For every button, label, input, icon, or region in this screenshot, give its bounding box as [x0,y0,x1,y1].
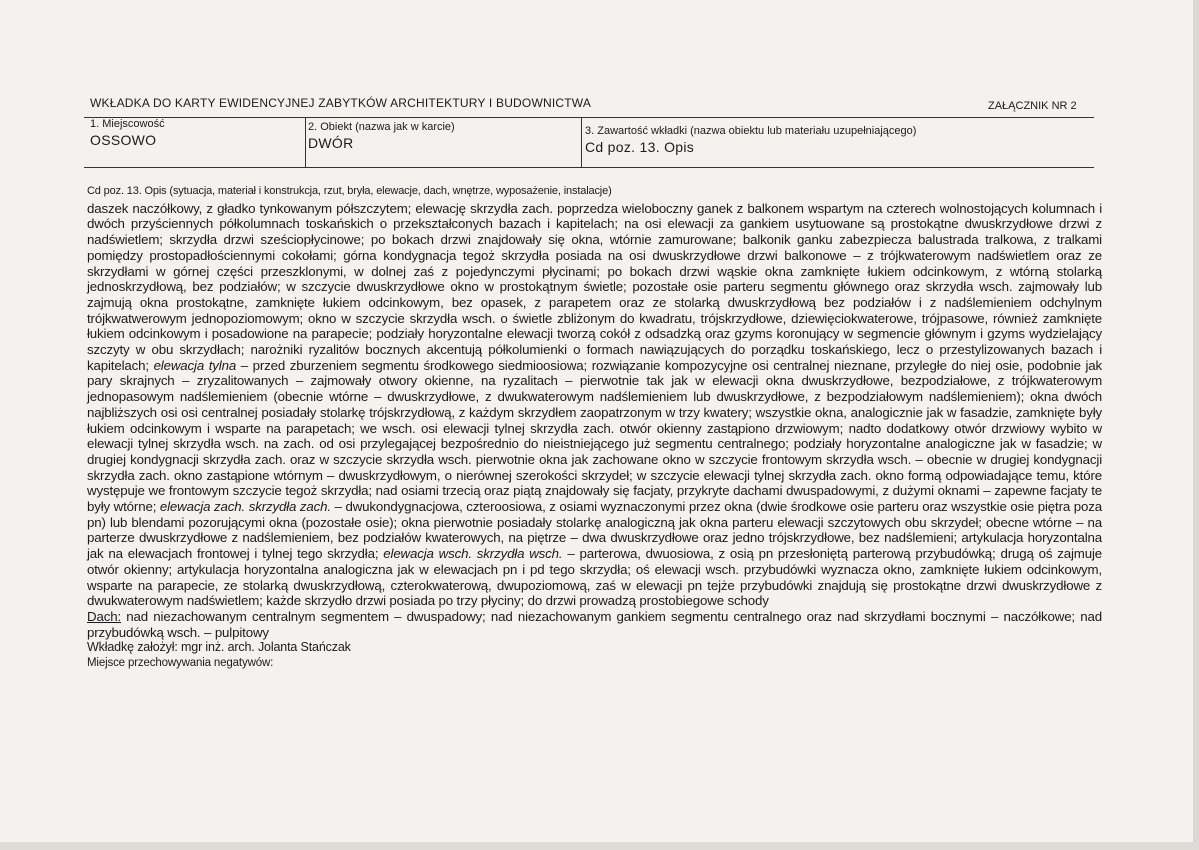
header-bottom-rule [84,167,1094,168]
east-elevation-label: elewacja wsch. skrzydła wsch. [383,546,563,562]
field-2-label: 2. Obiekt (nazwa jak w karcie) [308,121,455,133]
top-rule [84,117,1094,118]
field-3-value: Cd poz. 13. Opis [585,139,695,155]
description-paragraph [87,201,1102,609]
negatives-line: Miejsce przechowywania negatywów: [87,657,274,670]
roof-label: Dach: [87,608,121,624]
field-1-value: OSSOWO [90,132,157,148]
roof-text: nad niezachowanym centralnym segmentem – dwuspadowy; nad niezachowanym gankiem segmentu centralnego oraz nad skrzydłami bocznymi – naczółkowe; nad przybudówką wsch. – pulpitowy [87,608,1102,640]
description-text-1: daszek naczółkowy, z gładko tynkowanym półszczytem; elewację skrzydła zach. poprzedza wieloboczny ganek z balkonem wspartym na czterech wolnostojących kolumnach i dwóch przyściennych półkolumnach toskańskich o przekształconych bazach i kapitelach; na osi elewacji za gankiem usytuowane są prostokątne dwuskrzydłowe drzwi z nadświetlem; skrzydła drzwi sześciopłycinowe; po bokach drzwi znajdowały się okna, wtórnie zamurowane; balkonik ganku zabezpiecza balustrada tralkowa, z tralkami pomiędzy prostopadłościennymi cokołami; górna kondygnacja tegoż skrzydła posiada na osi dwuskrzydłowe drzwi balkonowe – z trójkwaterowym nadświetlem oraz ze skrzydłami w górnej części przeszklonymi, w dolnej zaś z pojedynczymi płycinami; po bokach drzwi wąskie okna zamknięte łukiem odcinkowym, z wtórną stolarką jednoskrzydłową, bez podziałów; w szczycie dwuskrzydłowe okno w prostokątnym świetle; pozostałe osie parteru segmentu głównego oraz skrzydła wsch. zajmowały lub zajmują okna prostokątne, zamknięte łukiem odcinkowym, bez opasek, z parapetem oraz ze stolarką dwuskrzydłową bez podziałów i z nadślemieniem odchylnym trójkwatwerowym jednopoziomowym; okno w szczycie skrzydła wsch. o świetle zbliżonym do kwadratu, trójskrzydłowe, dziewięciokwaterowe, trójpasowe, również zamknięte łukiem odcinkowym i posadowione na parapecie; podziały horyzontalne elewacji tworzą cokół z odsadzką oraz gzyms koronujący w segmencie głównym i gzyms wydzielający szczyty w obu skrzydłach; narożniki ryzalitów bocznych akcentują półkolumienki o formach nawiązujących do porządku toskańskiego, lecz o przestylizowanych bazach i kapitelach; [87,200,1102,373]
field-3-label: 3. Zawartość wkładki (nazwa obiektu lub materiału uzupełniającego) [585,125,917,137]
author-line: Wkładkę założył: mgr inż. arch. Jolanta Stańczak [87,640,351,655]
west-elevation-label: elewacja zach. skrzydła zach. [159,499,331,515]
document-title: WKŁADKA DO KARTY EWIDENCYJNEJ ZABYTKÓW ARCHITEKTURY I BUDOWNICTWA [90,96,592,110]
description-body [87,184,1102,672]
description-text-4: – parterowa, dwuosiowa, z osią pn przesłoniętą parterową przybudówką; drugą oś zajmuje otwór okienny; artykulacja horyzontalna analogiczna jak w elewacjach pn i pd tego skrzydła; oś elewacji wsch. przybudówki wyznacza okno, zamknięte łukiem odcinkowym, wsparte na parapecie, ze stolarką dwuskrzydłową, czterokwaterową, dwupoziomową, zaś w elewacji pn tejże przybudówki znajdują się prostokątne drzwi dwuskrzydłowe z dwukwaterowym nadświetlem; każde skrzydło drzwi posiada po trzy płyciny; do drzwi prowadzą prostobiegowe schody [87,546,1102,609]
field-1-label: 1. Miejscowość [90,118,165,130]
scan-edge-bottom [0,842,1199,850]
cell-divider-1 [305,117,306,167]
description-text-2: – przed zburzeniem segmentu środkowego siedmioosiowa; rozwiązanie kompozycyjne osi centralnej nieznane, przyległe do niej osie, podobnie jak pary skrajnych – zryzalitowanych – zajmowały otwory okienne, na ryzalitach – pierwotnie tak jak w elewacji okna dwuskrzydłowe, bezpodziałowe, z trójkwaterowym jednopasowym nadślemieniem (obecnie wtórne – dwuskrzydłowe, z dwukwaterowym nadślemieniem lub dwuskrzydłowe, z bezpodziałowym nadślemieniem); okna dwóch najbliższych osi osi centralnej posiadały stolarkę trójskrzydłową, z każdym skrzydłem zaopatrzonym w trzy kwatery; wszystkie okna, analogicznie jak w fasadzie, zamknięte były łukiem odcinkowym i wsparte na parapetach; we wsch. osi elewacji tylnej skrzydła zach. otwór okienny zastąpiono drzwiowym; nadto dodatkowy otwór drzwiowy wybito w elewacji tylnej skrzydła wsch. na zach. od osi przylegającej bezpośrednio do nieistniejącego już segmentu centralnego; podziały horyzontalne analogiczne jak w fasadzie; w drugiej kondygnacji skrzydła zach. oraz w szczycie skrzydła wsch. pierwotnie okna jak zachowane okno w szczycie frontowym skrzydła wsch. – obecnie w drugiej kondygnacji skrzydła zach. okno zastąpione wtórnym – dwuskrzydłowym, o nierównej szerokości skrzydeł; w szczycie elewacji tylnej skrzydła zach. okno formą odpowiadające temu, które występuje we frontowym szczycie tegoż skrzydła; nad osiami trzecią oraz piątą znajdowały się facjaty, przykryte dachami dwuspadowymi, z dużymi oknami – zapewne facjaty te były wtórne; [87,357,1102,515]
annex-label: ZAŁĄCZNIK NR 2 [988,100,1077,112]
cell-divider-2 [581,117,582,167]
scan-edge-right [1193,0,1199,850]
field-2-value: DWÓR [308,135,354,151]
description-text-3: – dwukondygnacjowa, czteroosiowa, z osiami wyznaczonymi przez okna (dwie środkowe osie parteru oraz wszystkie osie piętra poza pn) lub blendami pozorującymi okna (pozostałe osie); okna pierwotnie posiadały stolarkę analogiczną jak okna parteru elewacji szczytowych obu skrzydeł; obecne wtórne – na parterze dwuskrzydłowe z nadślemieniem, bez podziałów kwaterowych, na piętrze – dwa dwuskrzydłowe oraz jedno trójskrzydłowe, bez nadślemieni; artykulacja horyzontalna jak na elewacjach frontowej i tylnej tego skrzydła; [87,499,1102,562]
rear-elevation-label: elewacja tylna [153,357,237,373]
roof-paragraph [87,609,1102,640]
description-heading: Cd poz. 13. Opis (sytuacja, materiał i konstrukcja, rzut, bryła, elewacje, dach, wnętrze, wyposażenie, instalacje) [87,185,612,197]
